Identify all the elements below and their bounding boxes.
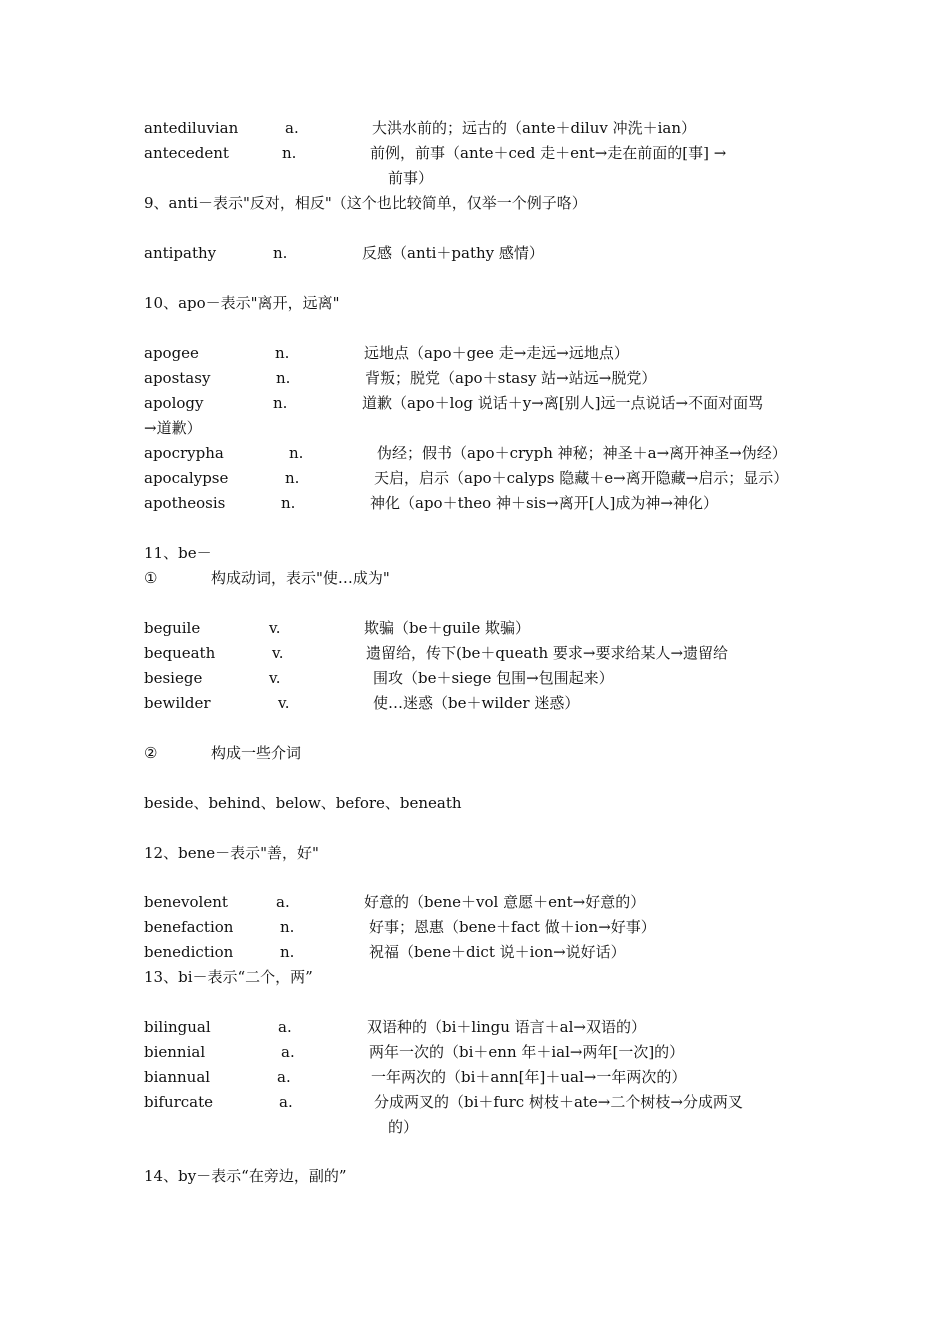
entry-definition: 两年一次的（bi＋enn 年＋ial→两年[一次]的）: [369, 1043, 685, 1061]
entry-definition: 使…迷惑（be＋wilder 迷惑）: [373, 694, 580, 712]
preposition-list: beside、behind、below、before、beneath: [144, 794, 462, 812]
entry-pos: n.: [273, 394, 288, 412]
section-heading-bene: 12、bene－表示"善，好": [144, 844, 319, 862]
entry-word: benevolent: [144, 893, 228, 911]
subheading-text: 构成一些介词: [211, 744, 302, 762]
entry-definition: 前例，前事（ante＋ced 走＋ent→走在前面的[事] →: [370, 144, 727, 162]
entry-definition: 神化（apo＋theo 神＋sis→离开[人]成为神→神化）: [370, 494, 718, 512]
entry-definition: 好事；恩惠（bene＋fact 做＋ion→好事）: [369, 918, 656, 936]
section-heading-apo: 10、apo－表示"离开，远离": [144, 294, 340, 312]
entry-pos: a.: [281, 1043, 295, 1061]
entry-word: biennial: [144, 1043, 206, 1061]
entry-definition: 背叛；脱党（apo＋stasy 站→站远→脱党）: [365, 369, 657, 387]
entry-definition: 反感（anti＋pathy 感情）: [362, 244, 544, 262]
entry-definition: 好意的（bene＋vol 意愿＋ent→好意的）: [364, 893, 646, 911]
entry-word: apology: [144, 394, 204, 412]
entry-word: apocrypha: [144, 444, 224, 462]
subheading-marker: ②: [144, 744, 158, 762]
entry-pos: n.: [289, 444, 304, 462]
entry-word: antecedent: [144, 144, 229, 162]
entry-word: apostasy: [144, 369, 211, 387]
subheading-marker: ①: [144, 569, 158, 587]
entry-word: bifurcate: [144, 1093, 214, 1111]
entry-definition: 大洪水前的；远古的（ante＋diluv 冲洗＋ian）: [372, 119, 697, 137]
entry-pos: n.: [285, 469, 300, 487]
entry-definition: 一年两次的（bi＋ann[年]＋ual→一年两次的）: [371, 1068, 687, 1086]
entry-word: biannual: [144, 1068, 211, 1086]
entry-definition-continued: 前事）: [388, 169, 434, 187]
entry-pos: a.: [278, 1018, 292, 1036]
entry-pos: v.: [269, 669, 281, 687]
entry-pos: n.: [280, 918, 295, 936]
entry-pos: n.: [282, 144, 297, 162]
entry-word: apocalypse: [144, 469, 229, 487]
entry-definition: 伪经；假书（apo＋cryph 神秘；神圣＋a→离开神圣→伪经）: [377, 444, 787, 462]
entry-definition-continued: →道歉）: [144, 419, 202, 437]
entry-definition: 遗留给，传下(be＋queath 要求→要求给某人→遗留给: [366, 644, 729, 662]
entry-pos: a.: [279, 1093, 293, 1111]
entry-definition: 双语种的（bi＋lingu 语言＋al→双语的）: [367, 1018, 646, 1036]
entry-pos: n.: [275, 344, 290, 362]
entry-definition-continued: 的）: [388, 1118, 419, 1136]
entry-pos: n.: [280, 943, 295, 961]
entry-definition: 天启，启示（apo＋calyps 隐藏＋e→离开隐藏→启示；显示）: [374, 469, 789, 487]
entry-word: benefaction: [144, 918, 234, 936]
section-heading-anti: 9、anti－表示"反对，相反"（这个也比较简单，仅举一个例子咯）: [144, 194, 587, 212]
section-heading-by: 14、by－表示“在旁边，副的”: [144, 1167, 347, 1185]
entry-word: apotheosis: [144, 494, 226, 512]
entry-pos: n.: [273, 244, 288, 262]
entry-word: bewilder: [144, 694, 211, 712]
entry-pos: v.: [278, 694, 290, 712]
entry-pos: v.: [269, 619, 281, 637]
entry-pos: a.: [285, 119, 299, 137]
entry-pos: n.: [276, 369, 291, 387]
entry-word: benediction: [144, 943, 234, 961]
entry-word: beguile: [144, 619, 201, 637]
entry-word: besiege: [144, 669, 203, 687]
entry-pos: v.: [272, 644, 284, 662]
entry-pos: n.: [281, 494, 296, 512]
entry-definition: 欺骗（be＋guile 欺骗）: [364, 619, 530, 637]
entry-word: apogee: [144, 344, 199, 362]
entry-pos: a.: [277, 1068, 291, 1086]
entry-word: bilingual: [144, 1018, 211, 1036]
section-heading-be: 11、be－: [144, 544, 212, 562]
entry-word: antipathy: [144, 244, 217, 262]
entry-word: antediluvian: [144, 119, 239, 137]
entry-definition: 祝福（bene＋dict 说＋ion→说好话）: [369, 943, 626, 961]
entry-definition: 远地点（apo＋gee 走→走远→远地点）: [364, 344, 629, 362]
entry-word: bequeath: [144, 644, 216, 662]
entry-definition: 分成两叉的（bi＋furc 树枝＋ate→二个树枝→分成两叉: [374, 1093, 743, 1111]
subheading-text: 构成动词，表示"使…成为": [211, 569, 390, 587]
entry-definition: 围攻（be＋siege 包围→包围起来）: [373, 669, 614, 687]
entry-pos: a.: [276, 893, 290, 911]
section-heading-bi: 13、bi－表示“二个，两”: [144, 968, 313, 986]
entry-definition: 道歉（apo＋log 说话＋y→离[别人]远一点说话→不面对面骂: [362, 394, 764, 412]
